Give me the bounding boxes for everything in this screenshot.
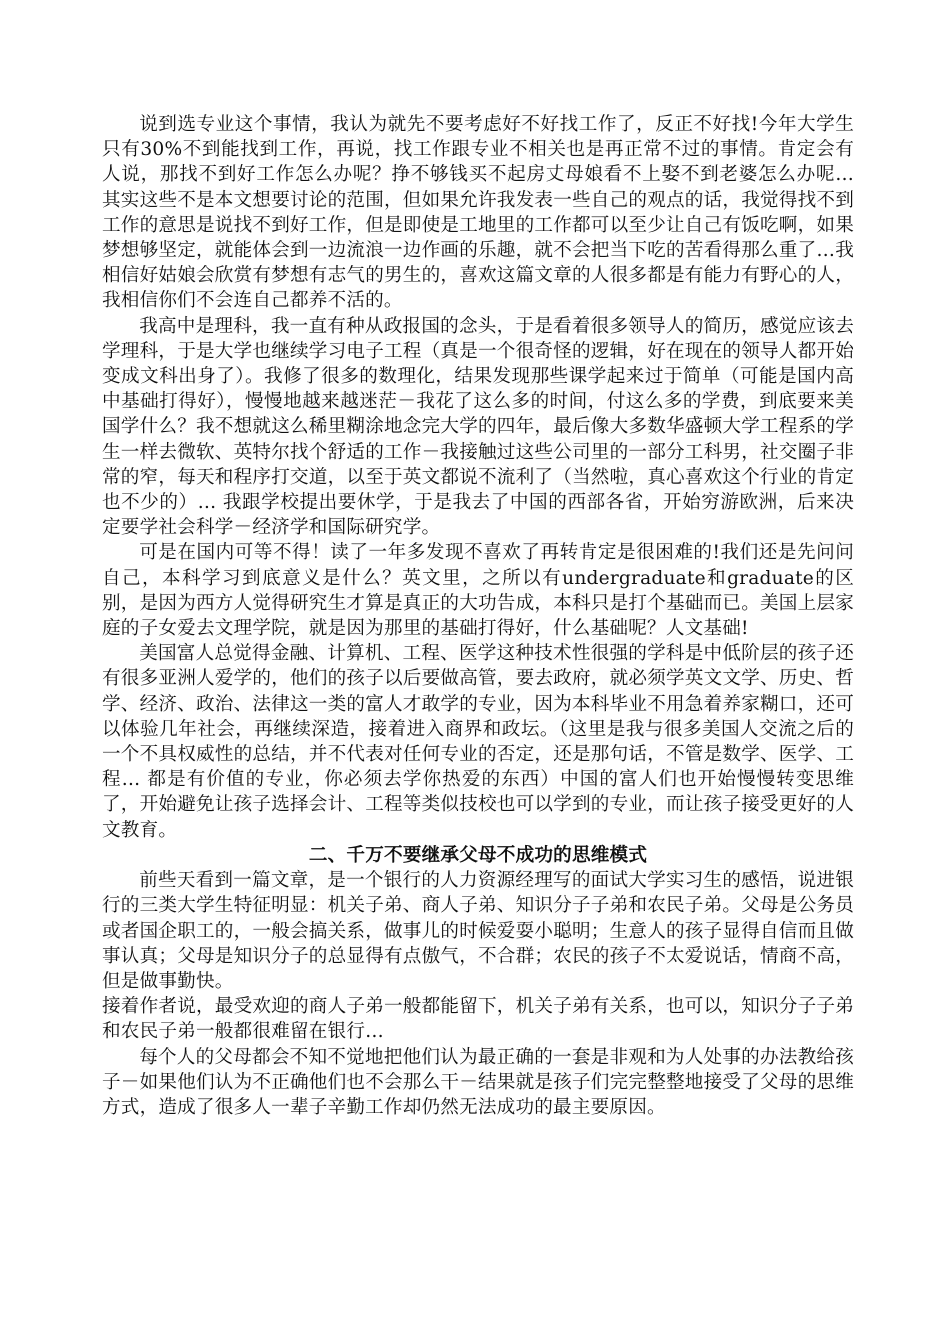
paragraph-bank-article: 前些天看到一篇文章，是一个银行的人力资源经理写的面试大学实习生的感悟，说进银行的三类大学生特征明显：机关子弟、商人子弟、知识分子子弟和农民子弟。父母是公务员或者国企职工的，一般会搞关系，做事儿的时候爱耍小聪明；生意人的孩子显得自信而且做事认真；父母是知识分子的总显得有点傲气，不合群；农民的孩子不太爱说话，情商不高，但是做事勤快。 bbox=[102, 870, 854, 992]
section-heading: 二、千万不要继承父母不成功的思维模式 bbox=[308, 844, 648, 866]
paragraph-rich-families: 美国富人总觉得金融、计算机、工程、医学这种技术性很强的学科是中低阶层的孩子还有很多亚洲人爱学的，他们的孩子以后要做高管，要去政府，就必须学英文文学、历史、哲学、经济、政治、法律这一类的富人才敢学的专业，因为本科毕业不用急着养家糊口，还可以体验几年社会，再继续深造，接着进入商界和政坛。（这里是我与很多美国人交流之后的一个不具权威性的总结，并不代表对任何专业的否定，还是那句话，不管是数学、医学、工程… 都是有价值的专业，你必须去学你热爱的东西）中国的富人们也开始慢慢转变思维了，开始避免让孩子选择会计、工程等类似技校也可以学到的专业，而让孩子接受更好的人文教育。 bbox=[102, 643, 854, 841]
paragraph-author-continues: 接着作者说，最受欢迎的商人子弟一般都能留下，机关子弟有关系，也可以，知识分子子弟和农民子弟一般都很难留在银行… bbox=[102, 996, 854, 1043]
paragraph-parents-mindset: 每个人的父母都会不知不觉地把他们认为最正确的一套是非观和为人处事的办法教给孩子－如果他们认为不正确他们也不会那么干－结果就是孩子们完完整整地接受了父母的思维方式，造成了很多人一辈子辛勤工作却仍然无法成功的最主要原因。 bbox=[102, 1046, 854, 1118]
paragraph-undergraduate-meaning: 可是在国内可等不得！读了一年多发现不喜欢了再转肯定是很困难的!我们还是先问问自己，本科学习到底意义是什么？英文里，之所以有undergraduate和graduate的区别，是因为西方人觉得研究生才算是真正的大功告成，本科只是打个基础而已。美国上层家庭的子女爱去文理学院，就是因为那里的基础打得好，什么基础呢？人文基础! bbox=[102, 542, 854, 640]
paragraph-high-school: 我高中是理科，我一直有种从政报国的念头，于是看着很多领导人的简历，感觉应该去学理科，于是大学也继续学习电子工程（真是一个很奇怪的逻辑，好在现在的领导人都开始变成文科出身了）。我修了很多的数理化，结果发现那些课学起来过于简单（可能是国内高中基础打得好），慢慢地越来越迷茫－我花了这么多的时间，付这么多的学费，到底要来美国学什么？我不想就这么稀里糊涂地念完大学的四年，最后像大多数华盛顿大学工程系的学生一样去微软、英特尔找个舒适的工作－我接触过这些公司里的一部分工科男，社交圈子非常的窄，每天和程序打交道，以至于英文都说不流利了（当然啦，真心喜欢这个行业的肯定也不少的）… 我跟学校提出要休学，于是我去了中国的西部各省，开始穷游欧洲，后来决定要学社会科学－经济学和国际研究学。 bbox=[102, 315, 854, 539]
paragraph-major-choice: 说到选专业这个事情，我认为就先不要考虑好不好找工作了，反正不好找!今年大学生只有30%不到能找到工作，再说，找工作跟专业不相关也是再正常不过的事情。肯定会有人说，那找不到好工作怎么办呢？挣不够钱买不起房丈母娘看不上娶不到老婆怎么办呢… 其实这些不是本文想要讨论的范围，但如果允许我发表一些自己的观点的话，我觉得找不到工作的意思是说找不到好工作，但是即使是工地里的工作都可以至少让自己有饭吃啊，如果梦想够坚定，就能体会到一边流浪一边作画的乐趣，就不会把当下吃的苦看得那么重了…我相信好姑娘会欣赏有梦想有志气的男生的，喜欢这篇文章的人很多都是有能力有野心的人，我相信你们不会连自己都养不活的。 bbox=[102, 114, 854, 312]
document-body bbox=[102, 112, 854, 1120]
